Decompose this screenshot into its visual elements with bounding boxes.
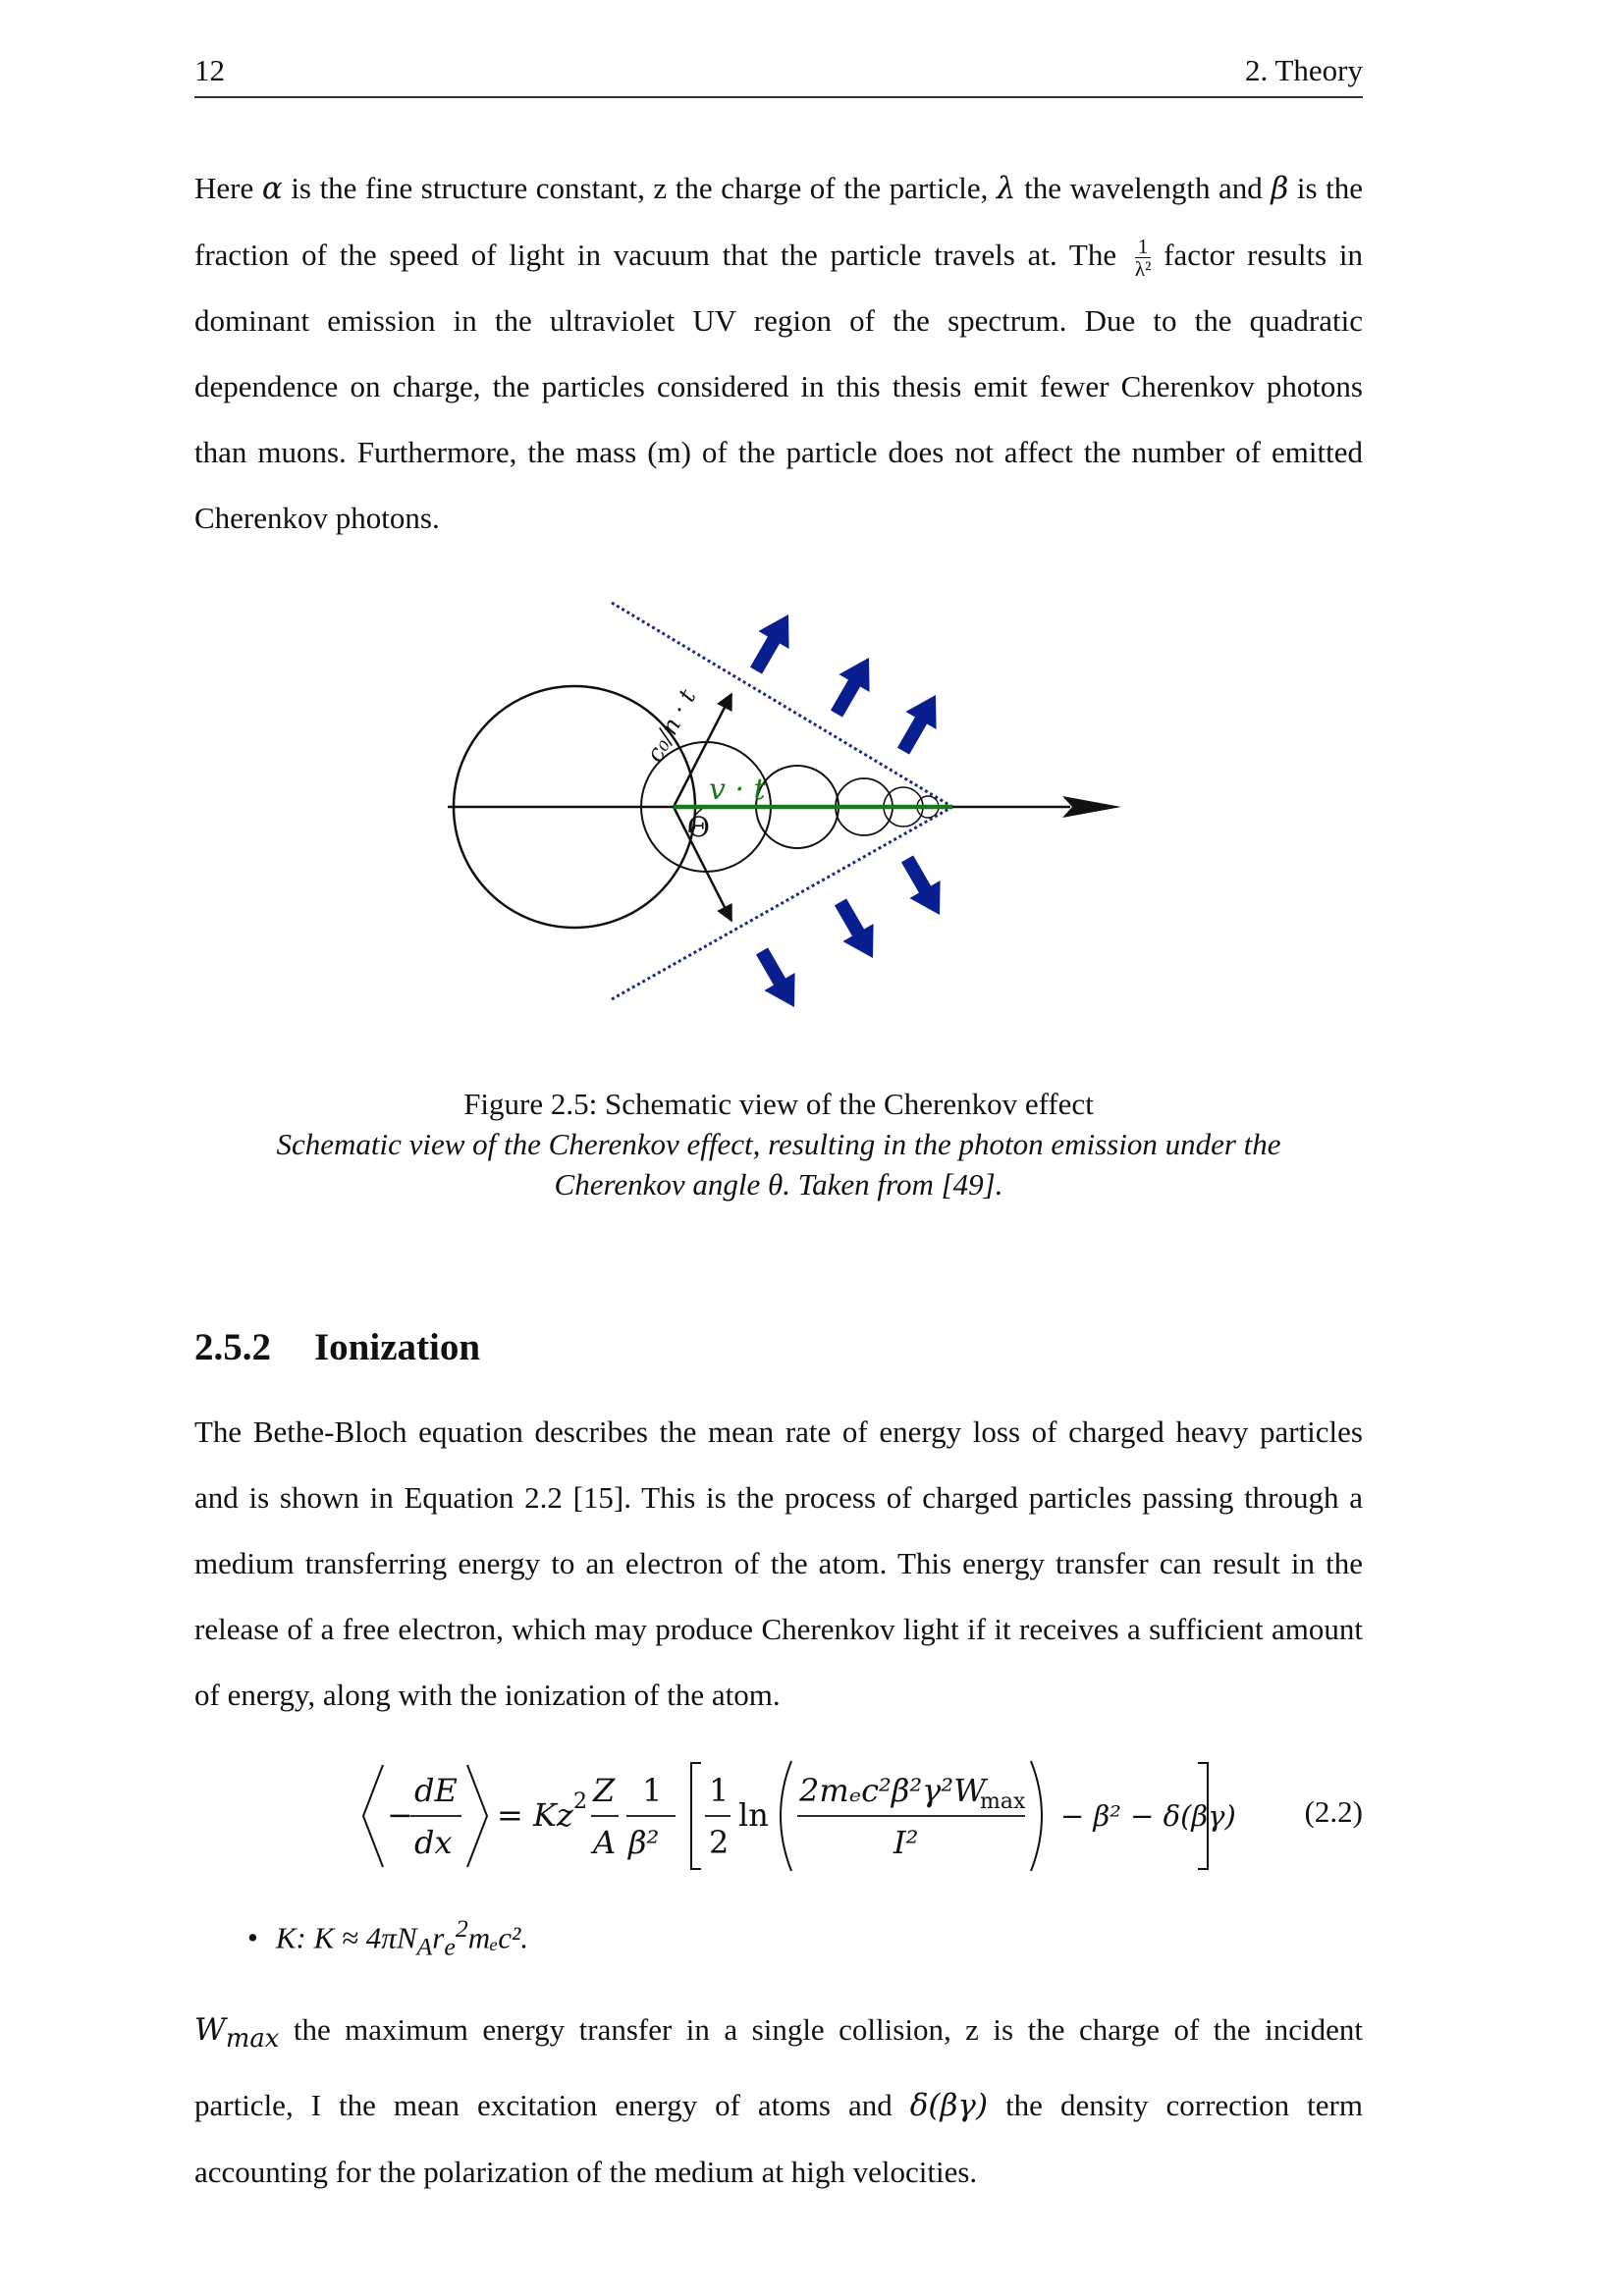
eq-arg-denominator: I² bbox=[893, 1824, 919, 1861]
page-number: 12 bbox=[194, 53, 225, 87]
caption-text: Schematic view of the Cherenkov effect, resulting in the photon emission under the Cherenkov angle θ. Taken from [49]. bbox=[276, 1127, 1281, 1201]
cherenkov-figure bbox=[432, 589, 1178, 1021]
inverse-lambda-squared: $\frac{1}{\text{λ²}}$ bbox=[1134, 235, 1152, 282]
photon-arrow-icon bbox=[746, 942, 809, 1016]
eq-one: 1 bbox=[642, 1772, 663, 1809]
eq-arg-numerator: 2mₑc²β²γ²W bbox=[799, 1772, 987, 1809]
eq-ln: ln bbox=[738, 1796, 769, 1834]
eq-half-numerator: 1 bbox=[709, 1772, 730, 1809]
eq-arg-subscript: max bbox=[980, 1789, 1026, 1814]
eq-beta-squared: β² bbox=[628, 1824, 660, 1861]
paragraph-bethe-bloch: The Bethe-Bloch equation describes the mean rate of energy loss of charged heavy particles and is shown in Equation 2.2 [15]. This is the process of charged particles passing through a medium transferring energy to an electron of the atom. This energy transfer can result in the release of a free electron, which may produce Cherenkov light if it receives a sufficient amount of energy, along with the ionization of the atom. bbox=[194, 1415, 1363, 1712]
velocity-distance-label: v · t bbox=[709, 773, 766, 807]
eq-minus: − bbox=[387, 1796, 413, 1834]
wave-distance-label: c₀/n · t bbox=[640, 684, 702, 767]
caption-title: Figure 2.5: Schematic view of the Cherenkov effect bbox=[463, 1087, 1094, 1121]
eq-half-denominator: 2 bbox=[709, 1824, 730, 1861]
left-paren bbox=[781, 1761, 791, 1871]
cherenkov-diagram bbox=[432, 589, 1178, 1021]
alpha-symbol: α bbox=[261, 171, 283, 206]
right-paren bbox=[1031, 1761, 1042, 1871]
equation-math bbox=[352, 1747, 1236, 1885]
chapter-title: 2. Theory bbox=[1245, 53, 1363, 87]
emission-arrows-upper bbox=[740, 606, 950, 760]
section-number: 2.5.2 bbox=[194, 1326, 271, 1368]
eq-kz: = Kz bbox=[497, 1796, 573, 1834]
left-angle-bracket bbox=[363, 1765, 383, 1867]
delta-beta-gamma: δ(βγ) bbox=[909, 2088, 989, 2124]
figure-caption bbox=[194, 1084, 1363, 1204]
beta-symbol: β bbox=[1271, 171, 1289, 206]
section-title: Ionization bbox=[314, 1326, 481, 1368]
paragraph-wmax: $W_{max}$ the maximum energy transfer in a single collision, z is the charge of the incident particle, I the mean excitation energy of atoms and δ(βγ) the density correction term accounting for the polarization of the medium at high velocities. bbox=[194, 2012, 1363, 2190]
eq-A: A bbox=[593, 1824, 617, 1861]
left-square-bracket bbox=[691, 1763, 701, 1869]
photon-arrow-icon bbox=[740, 606, 803, 679]
eq-lhs-numerator: dE bbox=[414, 1772, 458, 1809]
eq-Z: Z bbox=[593, 1772, 616, 1809]
bethe-bloch-equation bbox=[194, 1747, 1363, 1885]
theta-label: Θ bbox=[687, 811, 710, 843]
section-heading bbox=[194, 1325, 480, 1369]
eq-z-squared: 2 bbox=[573, 1789, 587, 1814]
bullet-dot-icon: • bbox=[247, 1920, 258, 1955]
photon-arrow-icon bbox=[892, 850, 954, 924]
running-header bbox=[194, 49, 1363, 98]
track-arrowhead bbox=[1062, 796, 1121, 818]
cone-lower-line bbox=[612, 807, 952, 999]
list-item: • K: $K \approx 4\pi N_Ar_e^2m_ec^2$. bbox=[247, 1914, 529, 1961]
photon-arrow-icon bbox=[821, 649, 884, 722]
lambda-symbol: λ bbox=[996, 171, 1016, 206]
photon-arrow-icon bbox=[888, 686, 950, 760]
paragraph-cherenkov-intro: Here α is the fine structure constant, z the charge of the particle, λ the wavelength and β is the fraction of the speed of light in vacuum that the particle travels at. The $\frac{1}{\text{λ²}}$ factor results in dominant emission in the ultraviolet UV region of the spectrum. Due to the quadratic dependence on charge, the particles considered in this thesis emit fewer Cherenkov photons than muons. Furthermore, the mass (m) of the particle does not affect the number of emitted Cherenkov photons. bbox=[194, 171, 1363, 535]
right-angle-bracket bbox=[467, 1765, 487, 1867]
eq-lhs-denominator: dx bbox=[414, 1824, 453, 1861]
photon-arrow-icon bbox=[825, 893, 888, 967]
eq-tail: − β² − δ(βγ) bbox=[1060, 1799, 1236, 1833]
equation-number: (2.2) bbox=[1304, 1794, 1363, 1829]
emission-arrows-lower bbox=[746, 850, 954, 1016]
